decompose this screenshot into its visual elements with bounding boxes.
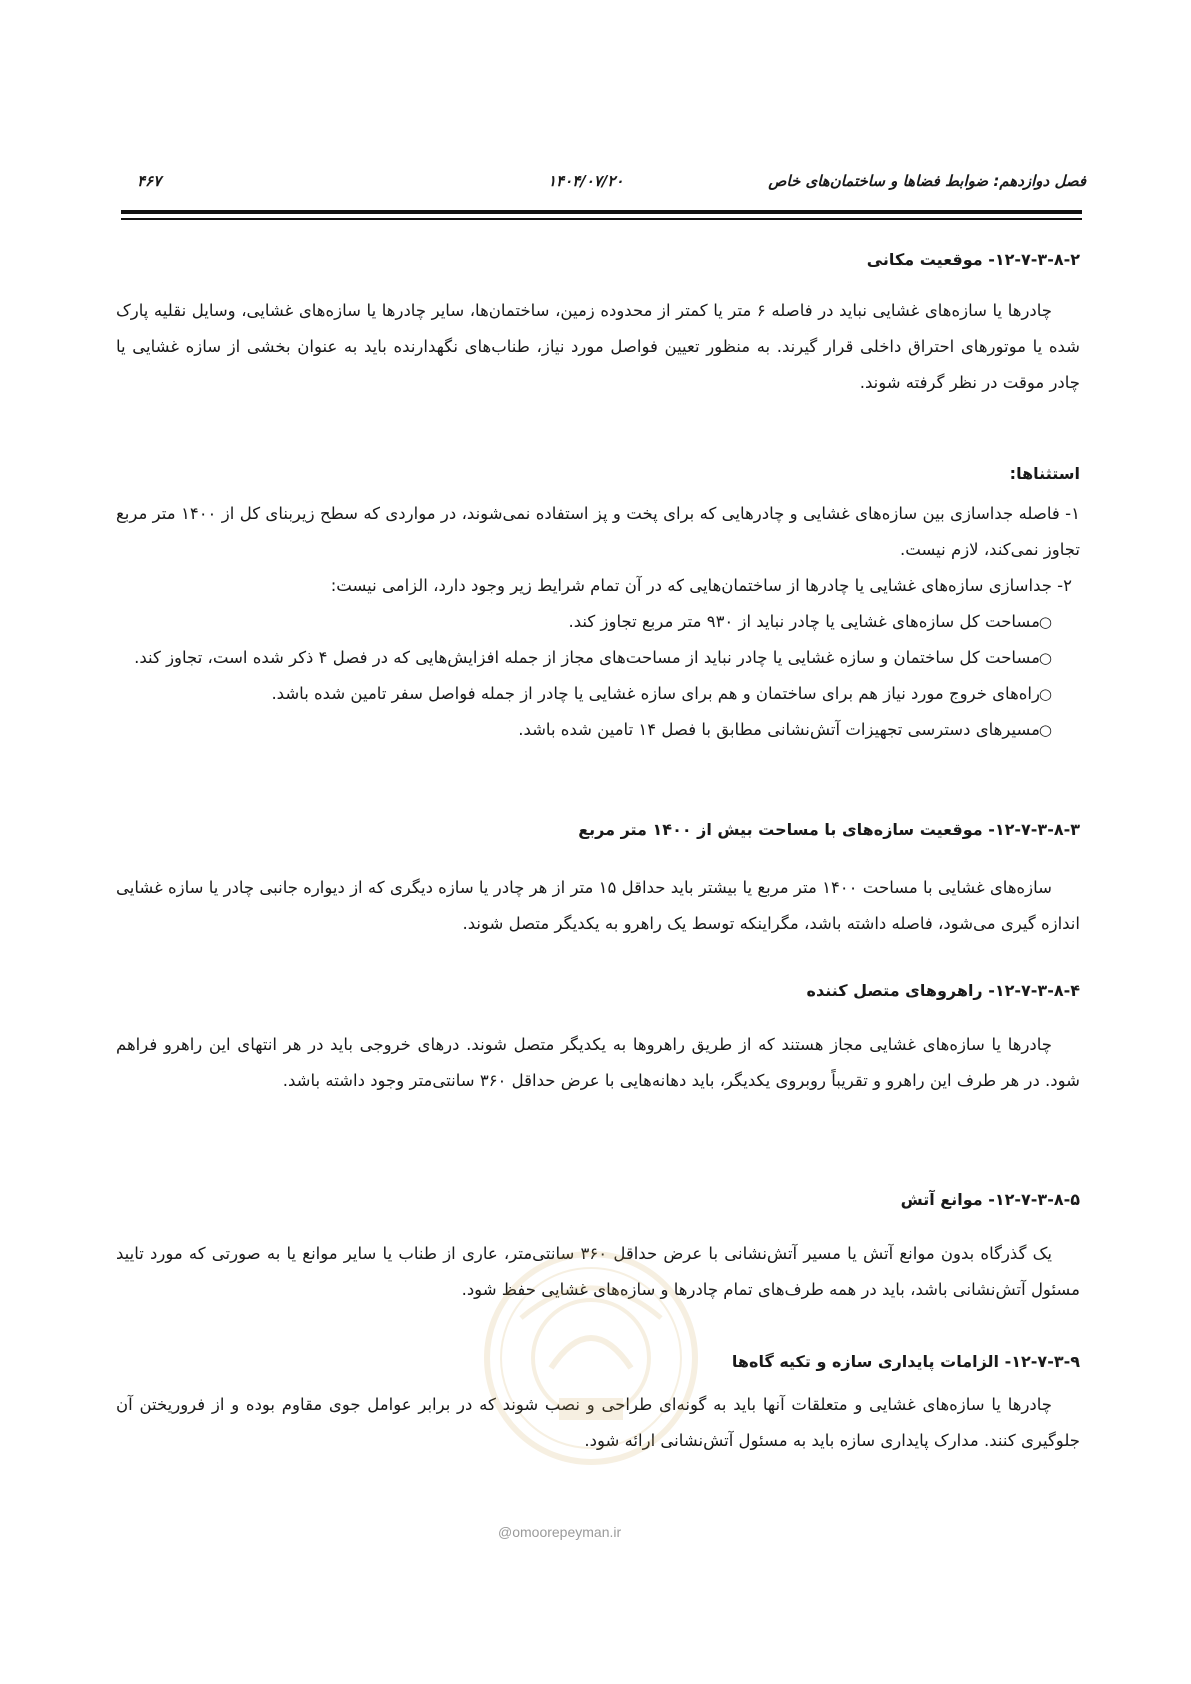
bullet-item bbox=[116, 676, 1080, 712]
section-large-structures bbox=[116, 812, 1080, 848]
exceptions bbox=[116, 456, 1080, 492]
paragraph: چادرها یا سازه‌های غشایی و متعلقات آنها باید به گونه‌ای طراحی و نصب شوند که در برابر عوامل جوی مقاوم بوده و از فروریختن آن جلوگیری کنند. مدارک پایداری سازه باید به مسئول آتش‌نشانی ارائه شود. bbox=[116, 1395, 1080, 1450]
bullet-circle-icon: ○ bbox=[1038, 649, 1052, 667]
section-corridors bbox=[116, 973, 1080, 1009]
paragraph: چادرها یا سازه‌های غشایی نباید در فاصله ۶ متر یا کمتر از محدوده زمین، ساختمان‌ها، سایر چادرها یا سازه‌های غشایی، وسایل نقلیه پارک شده یا موتورهای احتراق داخلی قرار گیرند. به منظور تعیین فواصل مورد نیاز، طناب‌های نگهدارنده باید به عنوان بخشی از سازه غشایی یا چادر موقت در نظر گرفته شوند. bbox=[116, 301, 1080, 392]
bullet-item bbox=[116, 640, 1080, 676]
bullet-item bbox=[116, 604, 1080, 640]
exception-item-1: ۱- فاصله جداسازی بین سازه‌های غشایی و چادرهایی که برای پخت و پز استفاده نمی‌شوند، در مواردی که سطح زیربنای کل از ۱۴۰۰ متر مربع تجاوز نمی‌کند، لازم نیست. bbox=[116, 504, 1080, 559]
section-heading: ۱۲-۷-۳-۸-۴- راهروهای متصل کننده bbox=[806, 981, 1080, 1000]
chapter-title: فصل دوازدهم: ضوابط فضاها و ساختمان‌های خاص bbox=[768, 172, 1086, 190]
section-large-structures-body bbox=[116, 870, 1080, 942]
header-rule-thin bbox=[121, 218, 1082, 220]
exceptions-heading: استثناها: bbox=[1009, 464, 1080, 483]
bullet-text: مساحت کل سازه‌های غشایی یا چادر نباید از ۹۳۰ متر مربع تجاوز کند. bbox=[568, 612, 1040, 631]
section-heading: ۱۲-۷-۳-۸-۲- موقعیت مکانی bbox=[866, 250, 1080, 269]
paragraph: سازه‌های غشایی با مساحت ۱۴۰۰ متر مربع یا بیشتر باید حداقل ۱۵ متر از هر چادر یا سازه دیگری که از دیواره جانبی چادر یا سازه غشایی اندازه گیری می‌شود، فاصله داشته باشد، مگراینکه توسط یک راهرو به یکدیگر متصل شوند. bbox=[116, 878, 1080, 933]
section-stability bbox=[116, 1344, 1080, 1380]
exception-item-2: ۲- جداسازی سازه‌های غشایی یا چادرها از ساختمان‌هایی که در آن تمام شرایط زیر وجود دارد، الزامی نیست: bbox=[330, 576, 1072, 595]
paragraph: چادرها یا سازه‌های غشایی مجاز هستند که از طریق راهروها به یکدیگر متصل شوند. درهای خروجی باید در هر انتهای این راهرو فراهم شود. در هر طرف این راهرو و تقریباً روبروی یکدیگر، باید دهانه‌هایی با عرض حداقل ۳۶۰ سانتی‌متر وجود داشته باشد. bbox=[116, 1035, 1080, 1090]
section-fire-breaks bbox=[116, 1182, 1080, 1218]
section-stability-body bbox=[116, 1387, 1080, 1459]
section-fire-breaks-body bbox=[116, 1236, 1080, 1308]
bullet-circle-icon: ○ bbox=[1038, 685, 1052, 703]
bullet-text: مسیرهای دسترسی تجهیزات آتش‌نشانی مطابق با فصل ۱۴ تامین شده باشد. bbox=[518, 720, 1040, 739]
section-heading: ۱۲-۷-۳-۹- الزامات پایداری سازه و تکیه گاه‌ها bbox=[731, 1352, 1080, 1371]
bullet-text: راه‌های خروج مورد نیاز هم برای ساختمان و هم برای سازه غشایی یا چادر از جمله فواصل سفر تامین شده باشد. bbox=[271, 684, 1040, 703]
section-corridors-body bbox=[116, 1027, 1080, 1099]
bullet-item bbox=[116, 712, 1080, 748]
section-heading: ۱۲-۷-۳-۸-۳- موقعیت سازه‌های با مساحت بیش از ۱۴۰۰ متر مربع bbox=[578, 820, 1080, 839]
bullet-text: مساحت کل ساختمان و سازه غشایی یا چادر نباید از مساحت‌های مجاز از جمله افزایش‌هایی که در فصل ۴ ذکر شده است، تجاوز کند. bbox=[134, 648, 1040, 667]
page-number: ۴۶۷ bbox=[137, 172, 162, 190]
header-rule-thick bbox=[121, 210, 1082, 214]
bullet-circle-icon: ○ bbox=[1038, 613, 1052, 631]
paragraph: یک گذرگاه بدون موانع آتش یا مسیر آتش‌نشانی با عرض حداقل ۳۶۰ سانتی‌متر، عاری از طناب یا سایر موانع یا به صورتی که مورد تایید مسئول آتش‌نشانی باشد، باید در همه طرف‌های تمام چادرها و سازه‌های غشایی حفظ شود. bbox=[116, 1244, 1080, 1299]
bullet-circle-icon: ○ bbox=[1038, 721, 1052, 739]
exceptions-list bbox=[116, 496, 1080, 748]
watermark-text: @omoorepeyman.ir bbox=[498, 1524, 622, 1540]
section-heading: ۱۲-۷-۳-۸-۵- موانع آتش bbox=[900, 1190, 1080, 1209]
section-location-body bbox=[116, 293, 1080, 401]
section-location bbox=[116, 242, 1080, 278]
header-date: ۱۴۰۴/۰۷/۲۰ bbox=[548, 172, 624, 190]
